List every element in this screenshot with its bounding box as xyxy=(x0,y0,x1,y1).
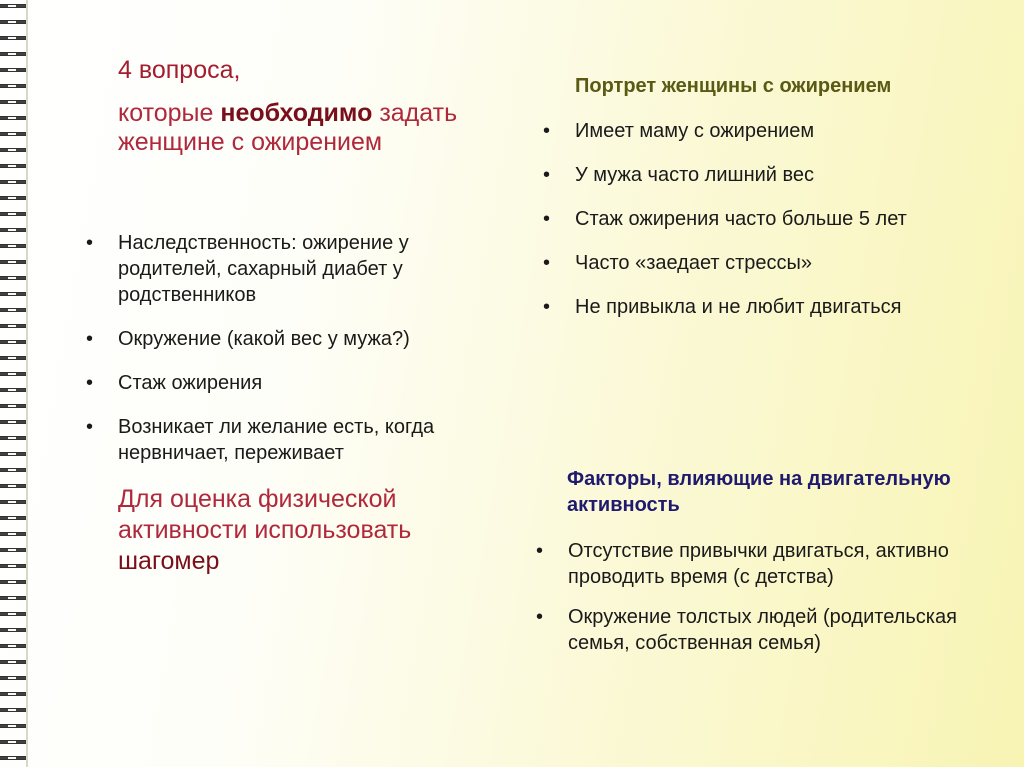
list-item: • Отсутствие привычки двигаться, активно проводить время (с детства) xyxy=(536,538,976,590)
heading-title: 4 вопроса, xyxy=(118,56,241,84)
list-item: • Наследственность: ожирение у родителей, сахарный диабет у родственников xyxy=(86,230,506,308)
page-edge xyxy=(26,0,28,767)
note-emphasis: шагомер xyxy=(118,547,220,575)
questions-list xyxy=(86,230,506,484)
list-item: • Окружение толстых людей (родительская семья, собственная семья) xyxy=(536,604,976,656)
left-heading xyxy=(118,56,518,157)
note-text: Для оценка физической активности использовать xyxy=(118,485,412,544)
factors-title: Факторы, влияющие на двигательную активность xyxy=(567,468,951,516)
pedometer-note xyxy=(118,484,518,577)
list-item: • Имеет маму с ожирением xyxy=(543,118,983,144)
portrait-list xyxy=(543,118,983,338)
list-item: • Окружение (какой вес у мужа?) xyxy=(86,326,506,352)
list-item: • Возникает ли желание есть, когда нервничает, переживает xyxy=(86,414,506,466)
list-item: • Стаж ожирения xyxy=(86,370,506,396)
portrait-title: Портрет женщины с ожирением xyxy=(575,75,892,97)
factors-list xyxy=(536,538,976,670)
list-item: • У мужа часто лишний вес xyxy=(543,162,983,188)
heading-emphasis: необходимо xyxy=(220,99,373,127)
list-item: • Стаж ожирения часто больше 5 лет xyxy=(543,206,983,232)
list-item: • Часто «заедает стрессы» xyxy=(543,250,983,276)
heading-subtitle xyxy=(118,99,518,157)
list-item: • Не привыкла и не любит двигаться xyxy=(543,294,983,320)
heading-post: задать женщине с ожирением xyxy=(118,99,458,156)
heading-pre: которые xyxy=(118,99,221,127)
